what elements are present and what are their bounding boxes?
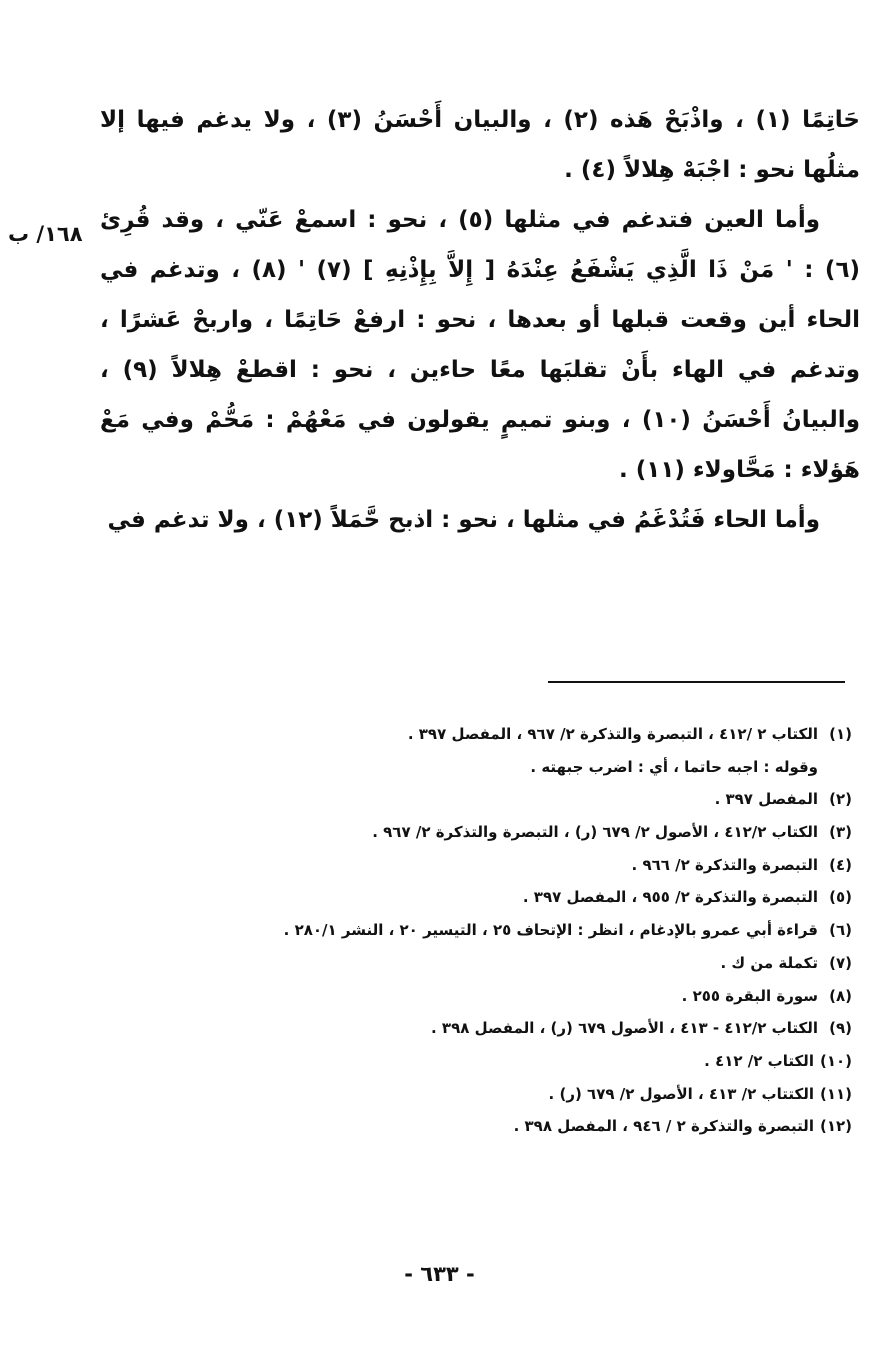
page-number: - ٦٣٣ - (404, 1262, 475, 1286)
footnote-number: (٦) (829, 921, 852, 940)
footnote-separator (548, 681, 845, 683)
footnote-item (150, 1012, 852, 1045)
footnote-item (150, 881, 852, 914)
footnote-item (150, 914, 852, 947)
footnote-number: (٣) (829, 823, 852, 842)
footnote-text: قراءة أبي عمرو بالإدغام ، انظر : الإتحاف ٢٥ ، التيسير ٢٠ ، النشر ٢٨٠/١ . (283, 921, 818, 940)
footnote-text: الكتاب ٢ /٤١٢ ، التبصرة والتذكرة ٢/ ٩٦٧ ، المفصل ٣٩٧ . (407, 725, 818, 743)
footnote-text: الكتتاب ٢/ ٤١٣ ، الأصول ٢/ ٦٧٩ (ر) . (548, 1084, 814, 1103)
footnote-number: (١١) (819, 1084, 852, 1103)
footnote-item (150, 849, 852, 882)
footnote-item (150, 1078, 852, 1111)
footnote-item (150, 980, 852, 1013)
footnote-number: (٧) (829, 953, 852, 972)
footnote-text: الكتاب ٤١٢/٢ ، الأصول ٢/ ٦٧٩ (ر) ، التبصرة والتذكرة ٢/ ٩٦٧ . (372, 823, 818, 842)
footnote-text: الكتاب ٤١٢/٢ - ٤١٣ ، الأصول ٦٧٩ (ر) ، المفصل ٣٩٨ . (431, 1019, 818, 1038)
main-text (100, 95, 860, 545)
footnote-number: (٥) (829, 888, 852, 907)
paragraph-1: حَاتِمًا (١) ، واذْبَحْ هَذه (٢) ، والبيان أَحْسَنُ (٣) ، ولا يدغم فيها إلا مثلُها نحو : اجْبَهْ هِلالاً (٤) . (100, 107, 860, 183)
footnote-number: (١٢) (819, 1117, 852, 1136)
footnote-item (150, 816, 852, 849)
footnote-text: التبصرة والتذكرة ٢/ ٩٥٥ ، المفصل ٣٩٧ . (522, 888, 818, 907)
footnote-number: (١) (829, 725, 852, 743)
footnote-number: (٨) (829, 986, 852, 1005)
footnote-text: وقوله : اجبه حاتما ، أي : اضرب جبهته . (530, 757, 818, 776)
footnote-item (150, 718, 852, 751)
footnote-number: (١٠) (819, 1051, 852, 1070)
footnote-text: تكملة من ك . (720, 953, 818, 972)
footnote-item (150, 1045, 852, 1078)
footnote-number: (٤) (829, 855, 852, 874)
footnotes-list (150, 718, 852, 1143)
footnote-item (150, 1110, 852, 1143)
footnote-text: المفصل ٣٩٧ . (714, 790, 818, 809)
footnote-text: سورة البقرة ٢٥٥ . (681, 986, 818, 1005)
footnote-item (150, 783, 852, 816)
footnote-item (150, 947, 852, 980)
footnote-number: (٩) (829, 1019, 852, 1038)
footnote-item (150, 751, 852, 784)
paragraph-2: وأما العين فتدغم في مثلها (٥) ، نحو : اسمعْ عَنّي ، وقد قُرِئ (٦) : ' مَنْ ذَا الَّذِي يَشْفَعُ عِنْدَهُ [ إِلاَّ بِإِذْنِهِ ] (٧) ' (٨) ، وتدغم في الحاء أين وقعت قبلها أو بعدها ، نحو : ارفعْ حَاتِمًا ، واربحْ عَشرًا ، وتدغم في الهاء بأَنْ تقلبَها معًا حاءين ، نحو : اقطعْ هِلالاً (٩) ، والبيانُ أَحْسَنُ (١٠) ، وبنو تميمٍ يقولون في مَعْهُمْ : مَحُّمْ وفي مَعْ هَؤلاء : مَحَّاولاء (١١) . (100, 207, 860, 483)
margin-folio-note: ١٦٨/ ب (8, 222, 83, 246)
footnote-number: (٢) (829, 790, 852, 809)
footnote-text: الكتاب ٢/ ٤١٢ . (704, 1051, 814, 1070)
paragraph-3: وأما الحاء فَتُدْغَمُ في مثلها ، نحو : اذبح حَّمَلاً (١٢) ، ولا تدغم في (107, 507, 820, 533)
footnote-text: التبصرة والتذكرة ٢/ ٩٦٦ . (631, 855, 818, 874)
footnote-text: التبصرة والتذكرة ٢ / ٩٤٦ ، المفصل ٣٩٨ . (513, 1117, 814, 1136)
